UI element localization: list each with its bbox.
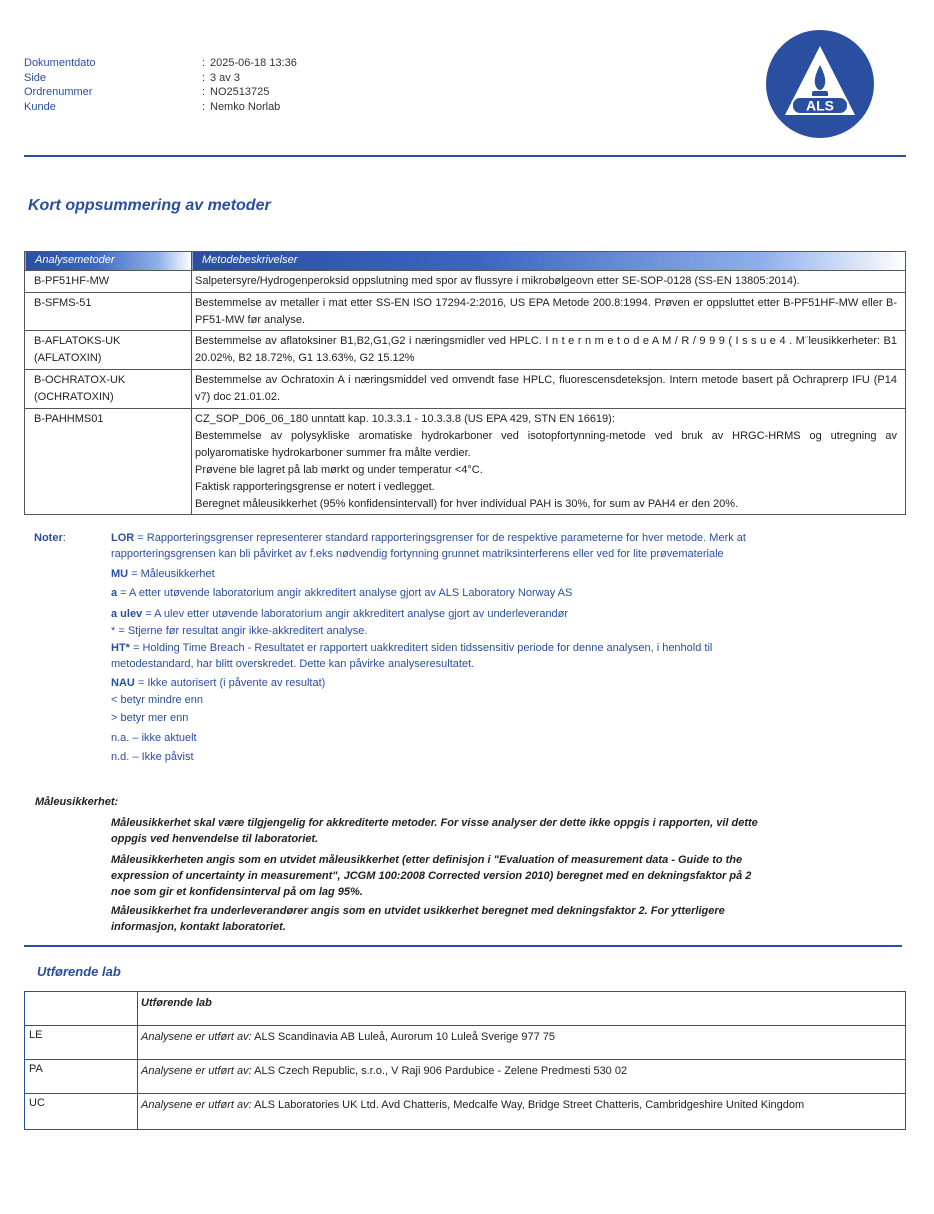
uncertainty-paragraph: Måleusikkerheten angis som en utvidet måleusikkerhet (etter definisjon i "Evaluation of measurement data - Guide to the expression of uncertainty in measurement", JCGM 100:2008 Corrected version 2010) beregnet med en dekningsfaktor på 2 noe som gir et konfidensinterval på om lag 95%. xyxy=(111,854,752,898)
meta-value: 3 av 3 xyxy=(210,71,240,84)
lab-code: PA xyxy=(25,1060,138,1094)
note-item: HT* = Holding Time Breach - Resultatet er rapportert uakkreditert siden tidssensitiv periode for denne analysen, i henhold til metodestandard, har blitt overskredet. Dette kan påvirke analyseresultatet. xyxy=(111,642,713,670)
lab-table-header xyxy=(25,992,906,1026)
method-line: Prøvene ble lagret på lab mørkt og under temperatur <4°C. xyxy=(195,464,483,476)
note-item: * = Stjerne før resultat angir ikke-akkreditert analyse. xyxy=(111,625,368,637)
method-line: Bestemmelse av polysykliske aromatiske hydrokarboner ved isotopfortynning-metode ved bruk av HRGC-HRMS og utregning av polyaromatiske hydrokarboner summer fra målte verdier. xyxy=(195,430,897,459)
logo-text: ALS xyxy=(806,97,834,114)
method-code: B-PF51HF-MW xyxy=(25,271,192,293)
table-row xyxy=(25,331,906,370)
method-line: Beregnet måleusikkerhet (95% konfidensintervall) for hver individual PAH is 30%, for sum av PAH4 er den 20%. xyxy=(195,498,739,510)
meta-key: Ordrenummer xyxy=(24,86,93,98)
lab-description: Analysene er utført av: ALS Laboratories UK Ltd. Avd Chatteris, Medcalfe Way, Bridge Street Chatteris, Cambridgeshire United Kingdom xyxy=(138,1094,906,1130)
meta-value: 2025-06-18 13:36 xyxy=(210,57,297,69)
table-row xyxy=(25,271,906,293)
methods-table-header xyxy=(25,252,906,271)
page-title: Kort oppsummering av metoder xyxy=(28,197,271,214)
table-row xyxy=(25,293,906,331)
uncertainty-heading: Måleusikkerhet: xyxy=(35,796,119,808)
als-logo xyxy=(765,29,875,139)
header-divider xyxy=(24,155,906,157)
lab-section-title: Utførende lab xyxy=(37,964,121,979)
table-row xyxy=(25,1026,906,1060)
methods-table xyxy=(24,251,906,515)
section-divider xyxy=(24,945,902,947)
meta-separator: : xyxy=(202,86,206,98)
meta-value: Nemko Norlab xyxy=(210,100,281,113)
method-code: B-SFMS-51 xyxy=(25,293,192,331)
col-header-description: Metodebeskrivelser xyxy=(192,252,906,271)
lab-table xyxy=(24,991,906,1130)
method-description: Bestemmelse av metaller i mat etter SS-EN ISO 17294-2:2016, US EPA Metode 200.8:1994. Prøven er oppsluttet etter B-PF51HF-MW eller B-PF51-MW før analyse. xyxy=(192,293,906,331)
note-item: LOR = Rapporteringsgrenser representerer standard rapporteringsgrenser for de respektive parameterne for hver metode. Merk at rapporteringsgrensen kan bli påvirket av f.eks nødvendig fortynning grunnet matriksinterferens eller ved for lite prøvemateriale xyxy=(111,532,746,560)
method-code: B-OCHRATOX-UK (OCHRATOXIN) xyxy=(25,370,192,409)
meta-separator: : xyxy=(202,71,206,84)
method-line: CZ_SOP_D06_06_180 unntatt kap. 10.3.3.1 - 10.3.3.8 (US EPA 429, STN EN 16619): xyxy=(195,413,615,425)
col-header-lab: Utførende lab xyxy=(138,992,906,1026)
meta-key: Side xyxy=(24,71,47,84)
table-row xyxy=(25,1094,906,1130)
method-description: Bestemmelse av Ochratoxin A i næringsmiddel ved omvendt fase HPLC, fluorescensdeteksjon. Intern metode basert på Ochraprerp IFU (P14 v7) doc 21.01.02. xyxy=(192,370,906,409)
col-header-method: Analysemetoder xyxy=(25,252,192,271)
table-row xyxy=(25,370,906,409)
meta-separator: : xyxy=(202,100,206,113)
uncertainty-paragraph: Måleusikkerhet fra underleverandører angis som en utvidet usikkerhet beregnet med dekningsfaktor 2. For ytterligere informasjon, kontakt laboratoriet. xyxy=(111,905,725,933)
notes-label: Noter: xyxy=(34,532,66,544)
meta-value: NO2513725 xyxy=(210,86,270,98)
method-description: Bestemmelse av aflatoksiner B1,B2,G1,G2 i næringsmidler ved HPLC. I n t e r n m e t o d e A M / R / 9 9 9 ( I s s u e 4 . M¨leusikkerheter: B1 20.02%, B2 18.72%, G1 13.63%, G2 15.12% xyxy=(192,331,906,370)
empty-cell xyxy=(25,992,138,1026)
note-item: a = A etter utøvende laboratorium angir akkreditert analyse gjort av ALS Laboratory Norway AS xyxy=(111,587,573,599)
lab-description: Analysene er utført av: ALS Scandinavia AB Luleå, Aurorum 10 Luleå Sverige 977 75 xyxy=(138,1026,906,1060)
lab-code: LE xyxy=(25,1026,138,1060)
table-row xyxy=(25,1060,906,1094)
method-code: B-PAHHMS01 xyxy=(25,409,192,515)
method-code: B-AFLATOKS-UK (AFLATOXIN) xyxy=(25,331,192,370)
lab-code: UC xyxy=(25,1094,138,1130)
note-item: MU = Måleusikkerhet xyxy=(111,568,215,580)
lab-description: Analysene er utført av: ALS Czech Republic, s.r.o., V Raji 906 Pardubice - Zelene Predmesti 530 02 xyxy=(138,1060,906,1094)
meta-separator: : xyxy=(202,57,206,69)
meta-key: Kunde xyxy=(24,100,56,113)
method-line: Faktisk rapporteringsgrense er notert i vedlegget. xyxy=(195,481,435,493)
note-item: n.a. – ikke aktuelt xyxy=(111,732,197,744)
method-description xyxy=(192,409,906,515)
note-item: > betyr mer enn xyxy=(111,712,189,724)
table-row xyxy=(25,409,906,515)
note-item: < betyr mindre enn xyxy=(111,694,204,706)
meta-key: Dokumentdato xyxy=(24,57,96,69)
uncertainty-paragraph: Måleusikkerhet skal være tilgjengelig for akkrediterte metoder. For visse analyser der dette ikke oppgis i rapporten, vil dette oppgis ved henvendelse til laboratoriet. xyxy=(111,817,758,845)
method-description: Salpetersyre/Hydrogenperoksid oppslutning med spor av flussyre i mikrobølgeovn etter SE-SOP-0128 (SS-EN 13805:2014). xyxy=(192,271,906,293)
note-item: n.d. – Ikke påvist xyxy=(111,751,194,763)
note-item: NAU = Ikke autorisert (i påvente av resultat) xyxy=(111,677,326,689)
note-item: a ulev = A ulev etter utøvende laboratorium angir akkreditert analyse gjort av underleverandør xyxy=(111,608,569,620)
